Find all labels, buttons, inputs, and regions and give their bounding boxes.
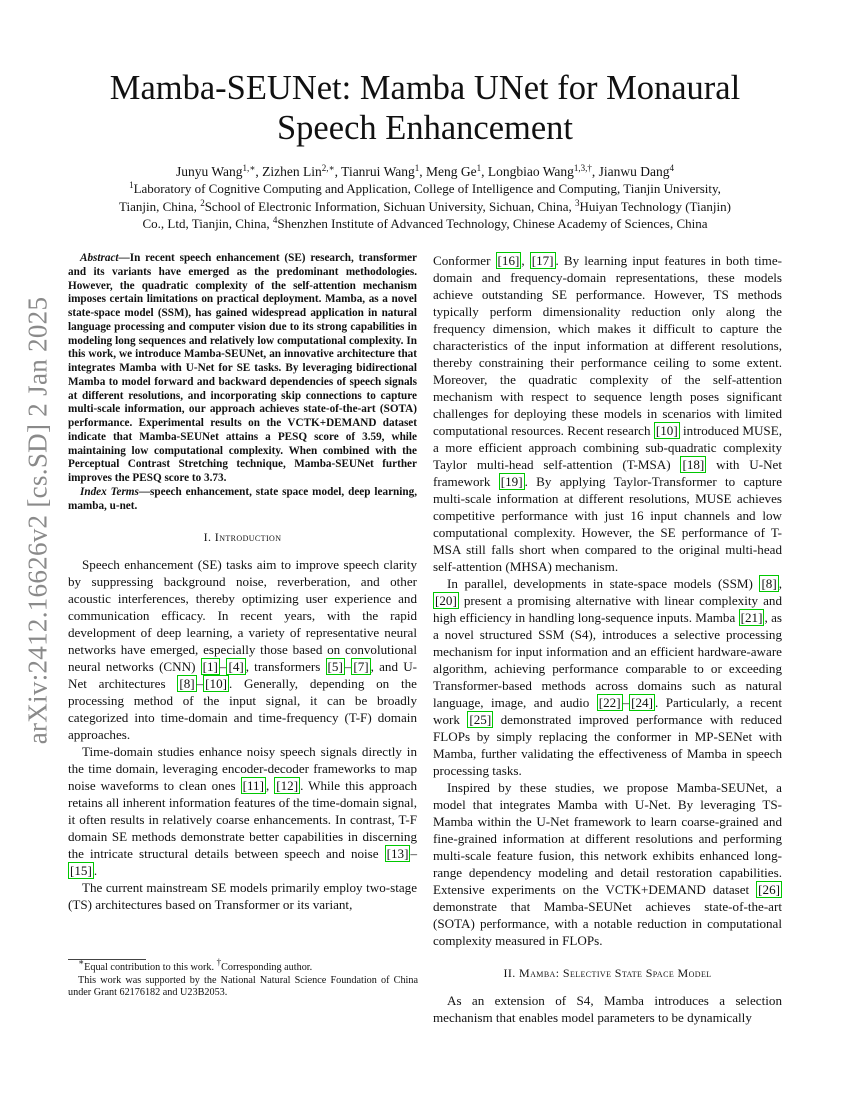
- citation-link[interactable]: [24]: [631, 695, 653, 710]
- paragraph: Time-domain studies enhance noisy speech signals directly in the time domain, leveraging encoder-decoder frameworks to map noise waveforms to clean ones [11] , [12] . While this approach retains all inherent information features of the time-domain signal, it often results in relatively coarse enhancements. In contrast, T-F domain SE methods demonstrate better capabilities in discerning the intricate structural details between speech and noise [13] –[15] .: [68, 744, 417, 879]
- abstract: Abstract—In recent speech enhancement (SE) research, transformer and its variants have emerged as the predominant methodologies. However, the quadratic complexity of the self-attention mechanism imposes certain limitations on practical deployment. Mamba, as a novel state-space model (SSM), has gained widespread application in natural language processing and computer vision due to its strong capabilities in modeling long sequences and relatively low computational complexity. In this work, we introduce Mamba-SEUNet, an innovative architecture that integrates Mamba with U-Net for SE tasks. By leveraging bidirectional Mamba to model forward and backward dependencies of speech signals at different resolutions, and incorporating skip connections to capture multi-scale information, our approach achieves state-of-the-art (SOTA) performance. Experimental results on the VCTK+DEMAND dataset indicate that Mamba-SEUNet attains a PESQ score of 3.59, while maintaining low computational complexity. When combined with the Perceptual Contrast Stretching technique, Mamba-SEUNet further improves the PESQ score to 3.73.: [68, 252, 417, 484]
- paper-title: [60, 68, 790, 148]
- arxiv-stamp-text: arXiv:2412.16626v2 [cs.SD] 2 Jan 2025: [22, 296, 53, 744]
- section-heading-mamba: II. Mamba: Selective State Space Model: [503, 966, 712, 980]
- paragraph: In parallel, developments in state-space models (SSM) [8] , [20] present a promising alternative with linear complexity and high efficiency in handling long-sequence inputs. Mamba [21] , as a novel structured SSM (S4), introduces a selective processing mechanism for input information and an efficient hardware-aware algorithm, achieving performance comparable to or exceeding Transformer-based methods across domains such as natural language, image, and audio [22] – [24] . Particularly, a recent work [25] demonstrated improved performance with reduced FLOPs by simply replacing the conformer in MP-SENet with Mamba, further validating the effectiveness of Mamba in speech processing tasks.: [433, 576, 782, 778]
- left-column: [68, 252, 417, 913]
- index-terms: Index Terms—speech enhancement, state space model, deep learning, mamba, u-net.: [68, 485, 417, 512]
- citation-link[interactable]: [18]: [682, 457, 705, 472]
- author: Jianwu Dang$^4$: [598, 163, 674, 179]
- citation-link[interactable]: [25]: [469, 712, 492, 727]
- author: Meng Ge$^1$: [425, 163, 482, 179]
- paragraph: Speech enhancement (SE) tasks aim to improve speech clarity by suppressing background noise, reverberation, and other acoustic interferences, thereby optimizing user experience and communication efficacy. In recent years, with the rapid development of deep learning, a variety of representative neural networks have emerged, especially those based on convolutional neural networks (CNN) [1] – [4] , transformers [5] – [7] , and U-Net architectures [8] – [10] . Generally, depending on the processing method of the input signal, it can be broadly categorized into time-domain and time-frequency (T-F) domain approaches.: [68, 557, 418, 743]
- author: Zizhen Lin$^{2,∗}$: [262, 163, 335, 179]
- arxiv-stamp: [18, 296, 58, 744]
- citation-link[interactable]: [10]: [655, 423, 678, 438]
- paragraph: The current mainstream SE models primarily employ two-stage (TS) architectures based on Transformer or its variant,: [68, 880, 417, 913]
- paragraph: Inspired by these studies, we propose Mamba-SEUNet, a model that integrates Mamba with U-Net. By leveraging TS-Mamba within the U-Net framework to learn coarse-grained and fine-grained information at different resolutions and performing multi-scale feature fusion, this network exhibits enhanced long-range dependency modeling and detail restoration capabilities. Extensive experiments on the VCTK+DEMAND dataset [26] demonstrate that Mamba-SEUNet achieves state-of-the-art (SOTA) performance, with a notable reduction in computational complexity measured in FLOPs.: [433, 780, 782, 948]
- affiliations: $^1$Laboratory of Cognitive Computing and Application, College of Intelligence and Computing, Tianjin University, Tianjin, China, $^2$School of Electronic Information, Sichuan University, Sichuan, China, $^3$Huiyan Technology (Tianjin) Co., Ltd, Tianjin, China, $^4$Shenzhen Institute of Advanced Technology, Chinese Academy of Sciences, China: [119, 180, 731, 231]
- citation-link[interactable]: [19]: [500, 474, 523, 489]
- paragraph: As an extension of S4, Mamba introduces a selection mechanism that enables model parameters to be dynamically: [433, 993, 782, 1025]
- title-line-2: Speech Enhancement: [277, 109, 573, 147]
- funding-note: This work was supported by the National Natural Science Foundation of China under Grant 62176182 and U23B2053.: [68, 974, 418, 998]
- citation-link[interactable]: [1]: [202, 659, 218, 675]
- citation-link[interactable]: [17]: [531, 253, 554, 268]
- right-column: [433, 252, 782, 1026]
- citation-link[interactable]: [21]: [740, 610, 763, 625]
- footnote: ∗Equal contribution to this work. †Corresponding author. This work was supported by the National Natural Science Foundation of China under Grant 62176182 and U23B2053.: [68, 957, 418, 998]
- citation-link[interactable]: [26]: [758, 882, 780, 897]
- author-list: Junyu Wang$^{1,∗}$, Zizhen Lin$^{2,∗}$, Tianrui Wang$^1$, Meng Ge$^1$, Longbiao Wang$^{1,3,\dagger}$, Jianwu Dang$^4$: [176, 163, 674, 179]
- citation-link[interactable]: [5]: [327, 659, 343, 675]
- citation-link[interactable]: [15]: [70, 863, 92, 879]
- citation-link[interactable]: [16]: [497, 253, 520, 268]
- paragraph: Conformer [16] , [17] . By learning input features in both time-domain and frequency-domain representations, these models achieve outstanding SE performance. However, TS methods typically perform dimensionality reduction only along the frequency dimension, which makes it difficult to capture the characteristics of the input information at different resolutions, thereby constraining their performance ceiling to some extent. Moreover, the quadratic complexity of the self-attention mechanism with respect to sequence length poses significant challenges for deploying these models in scenarios with limited computational resources. Recent research [10] introduced MUSE, a more efficient approach combining sub-quadratic complexity Taylor multi-head self-attention (T-MSA) [18] with U-Net framework [19] . By applying Taylor-Transformer to capture multi-scale information at different resolutions, MUSE achieves competitive performance with just 16 input channels and low computational complexity. However, the SE performance of T-MSA still falls short when compared to the original multi-head self-attention (MHSA) mechanism.: [433, 253, 783, 574]
- citation-link[interactable]: [10]: [205, 676, 227, 692]
- section-heading-introduction: I. Introduction: [203, 530, 282, 545]
- citation-link[interactable]: [8]: [179, 676, 195, 692]
- author: Junyu Wang$^{1,∗}$: [176, 163, 256, 179]
- citation-link[interactable]: [4]: [228, 659, 244, 675]
- citation-link[interactable]: [11]: [242, 778, 264, 794]
- author: Longbiao Wang$^{1,3,\dagger}$: [487, 163, 592, 179]
- citation-link[interactable]: [20]: [435, 593, 457, 608]
- citation-link[interactable]: [8]: [761, 576, 777, 591]
- author: Tianrui Wang$^1$: [341, 163, 420, 179]
- citation-link[interactable]: [7]: [353, 659, 369, 675]
- citation-link[interactable]: [13]: [386, 846, 409, 862]
- citation-link[interactable]: [22]: [598, 695, 621, 710]
- title-line-1: Mamba-SEUNet: Mamba UNet for Monaural: [109, 69, 741, 107]
- citation-link[interactable]: [12]: [276, 778, 299, 794]
